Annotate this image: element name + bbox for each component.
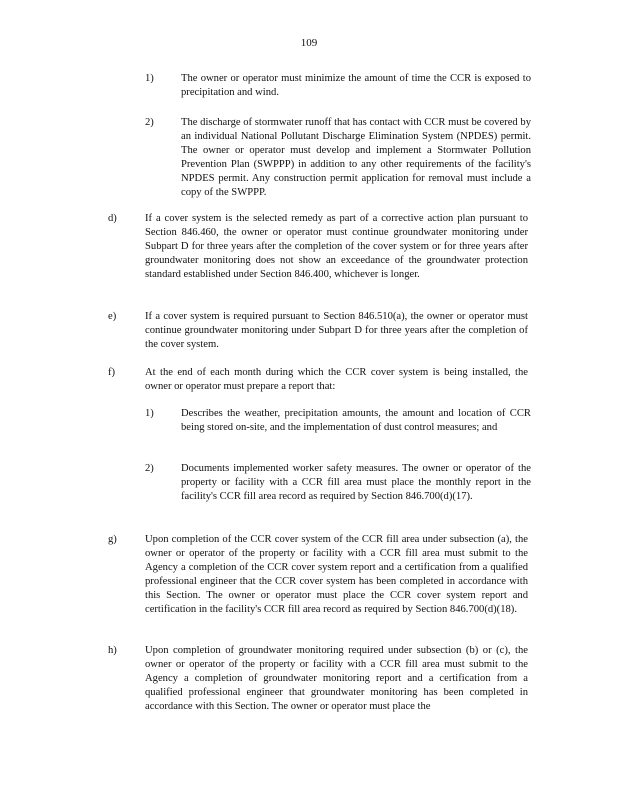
item-label: 2): [145, 117, 154, 128]
page-number: 109: [300, 37, 318, 49]
item-label: 2): [145, 463, 154, 474]
item-label: 1): [145, 73, 154, 84]
item-text: Upon completion of groundwater monitoring required under subsection (b) or (c), the owner or operator of the property or facility with a CCR fill area must submit to the Agency a completion of groundwater monitoring report and a certification from a qualified professional engineer that groundwater monitoring has been completed in accordance with this Section. The owner or operator must place the: [145, 645, 528, 712]
item-text: The owner or operator must minimize the amount of time the CCR is exposed to precipitation and wind.: [181, 73, 531, 98]
item-text: At the end of each month during which the CCR cover system is being installed, the owner or operator must prepare a report that:: [145, 367, 528, 392]
item-label: g): [108, 534, 117, 545]
item-text: Upon completion of the CCR cover system of the CCR fill area under subsection (a), the owner or operator of the property or facility with a CCR fill area must submit to the Agency a completion of the CCR cover system report and a certification from a qualified professional engineer that the CCR cover system has been completed in accordance with this Section. The owner or operator must place the CCR cover system report and certification in the facility's CCR fill area record as required by Section 846.700(d)(18).: [145, 534, 528, 615]
item-text: The discharge of stormwater runoff that has contact with CCR must be covered by an individual National Pollutant Discharge Elimination System (NPDES) permit. The owner or operator must develop and implement a Stormwater Pollution Prevention Plan (SWPPP) in addition to any other requirements of the facility's NPDES permit. Any construction permit application for removal must include a copy of the SWPPP.: [181, 117, 531, 198]
item-text: Describes the weather, precipitation amounts, the amount and location of CCR being stored on-site, and the implementation of dust control measures; and: [181, 408, 531, 433]
item-label: 1): [145, 408, 154, 419]
item-label: e): [108, 311, 117, 322]
item-text: If a cover system is the selected remedy as part of a corrective action plan pursuant to Section 846.460, the owner or operator must continue groundwater monitoring under Subpart D for three years after the completion of the cover system or for three years after groundwater monitoring does not show an exceedance of the groundwater protection standard established under Section 846.400, whichever is longer.: [145, 213, 528, 280]
item-text: Documents implemented worker safety measures. The owner or operator of the property or facility with a CCR fill area must place the monthly report in the facility's CCR fill area record as required by Section 846.700(d)(17).: [181, 463, 531, 502]
item-label: h): [108, 645, 117, 656]
item-text: If a cover system is required pursuant to Section 846.510(a), the owner or operator must continue groundwater monitoring under Subpart D for three years after the completion of the cover system.: [145, 311, 528, 350]
item-label: d): [108, 213, 117, 224]
item-label: f): [108, 367, 116, 378]
